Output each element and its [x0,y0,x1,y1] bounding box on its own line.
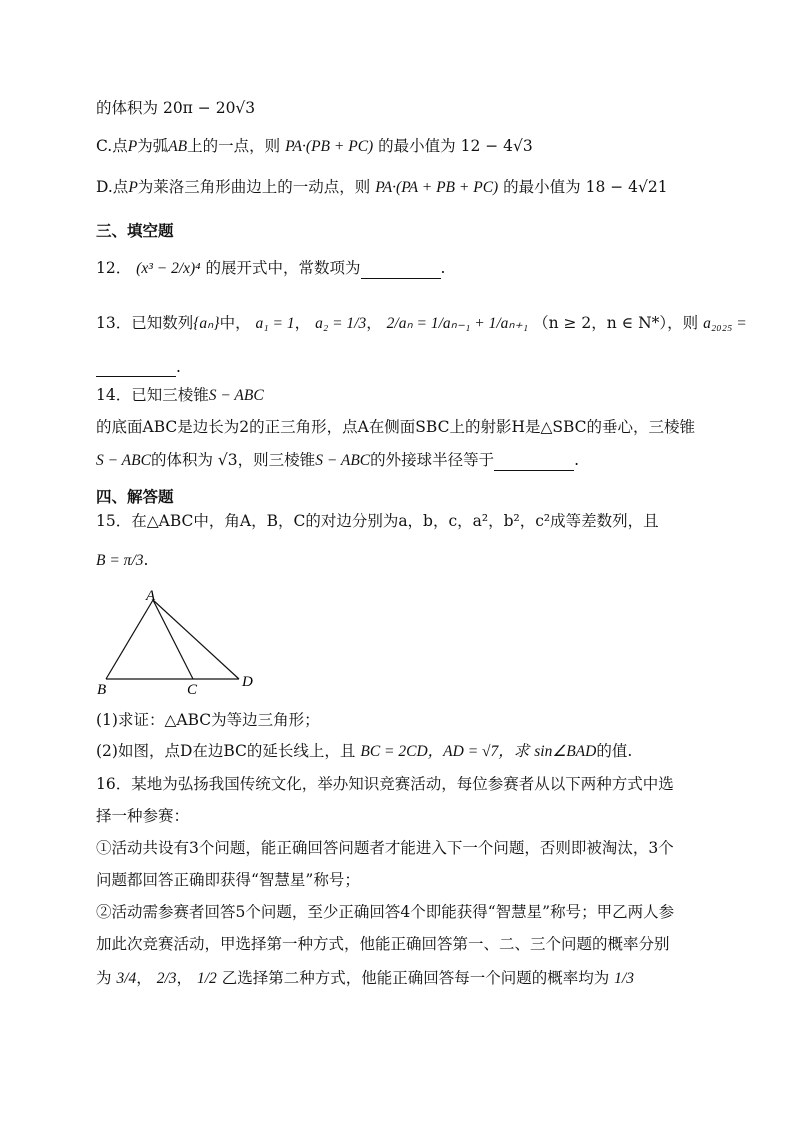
question-text3: 的外接球半径等于 [370,451,495,469]
triangle-figure [96,588,266,700]
question-text: 的体积为 [150,451,213,469]
period: . [574,451,580,469]
question-text: (2)如图，点D在边BC的延长线上，且 [96,742,356,760]
question-ask: ，则 [667,314,699,332]
question-16-line6: 加此次竞赛活动，甲选择第一种方式，他能正确回答第一、二、三个问题的概率分别 [96,935,670,953]
volume-text: 的体积为 [96,99,159,117]
initial-term-1: a₁ = 1 [255,315,295,332]
question-15-part1: (1)求证：△ABC为等边三角形； [96,711,320,729]
given-conditions: BC = 2CD，AD = √7，求 [360,743,530,760]
option-c [96,136,533,157]
point-p: P [127,138,138,155]
period: . [176,358,181,376]
segment-ab [106,600,153,679]
question-text: 的展开式中，常数项为 [205,259,361,277]
answer-blank[interactable] [494,454,574,471]
question-13: 13．已知数列{aₙ}中， a₁ = 1， a₂ = 1/3， 2/aₙ = 1/aₙ₋₁ + 1/aₙ₊₁ （n ≥ 2，n ∈ N*），则 a₂₀₂₅ = [96,314,747,332]
recurrence-relation: 2/aₙ = 1/aₙ₋₁ + 1/aₙ₊₁ [386,315,529,332]
question-16-line4: 问题都回答正确即获得“智慧星”称号； [96,871,360,889]
period: . [440,259,446,277]
question-16-line1: 16．某地为弘扬我国传统文化，举办知识竞赛活动，每位参赛者从以下两种方式中选 [96,775,674,793]
question-14-line2: 的底面ABC是边长为2的正三角形，点A在侧面SBC上的射影H是△SBC的垂心，三棱锥 [96,418,696,436]
binomial-expression: (x³ − 2/x)⁴ [136,260,201,277]
probability-3: 1/2 [196,970,217,987]
section-title-fill-in: 三、填空题 [96,222,174,240]
question-text: 13．已知数列 [96,314,194,332]
angle-condition: B = π/3 [96,552,144,569]
option-d-text2: 的最小值为 [503,178,581,196]
period: . [143,551,149,569]
question-number: 12． [96,259,132,277]
question-text: 为 [96,969,112,987]
vector-expression-c: PA·(PB + PC) [285,138,374,155]
probability-4: 1/3 [614,970,634,987]
probability-2: 2/3 [156,970,177,987]
label-b: B [97,682,107,698]
question-text2: 的值. [596,742,633,760]
option-d-value: 18 − 4√21 [585,178,668,196]
arc-ab: AB [168,138,188,155]
point-p: P [128,179,138,196]
question-16-line5: ②活动需参赛者回答5个问题，至少正确回答4个即能获得“智慧星”称号；甲乙两人参 [96,903,675,921]
question-16-line7: 为 3/4， 2/3， 1/2 乙选择第二种方式，他能正确回答每一个问题的概率均为 1/3 [96,969,634,987]
segment-ac [153,600,193,679]
question-15-cond [96,550,148,571]
answer-blank[interactable] [361,262,441,279]
question-text2: 乙选择第二种方式，他能正确回答每一个问题的概率均为 [221,969,610,987]
tetrahedron-name: S − ABC [315,452,371,469]
label-d: D [242,674,253,690]
section-title-solutions: 四、解答题 [96,488,174,506]
question-12 [96,258,445,279]
initial-term-2: a₂ = 1/3 [315,315,367,332]
option-c-text3: 的最小值为 [378,137,456,155]
segment-ad [153,600,239,679]
sequence-name: {aₙ} [193,315,220,332]
option-c-label: C.点 [96,137,128,155]
question-15-line1: 15．在△ABC中，角A，B，C的对边分别为a，b，c，a²，b²，c²成等差数列，且 [96,512,659,530]
target-term: a₂₀₂₅ = [703,315,747,332]
volume-value: 20π − 20√3 [162,99,256,117]
probability-1: 3/4 [116,970,137,987]
question-14-line1 [96,385,264,406]
volume-value: √3 [217,451,238,469]
option-d [96,177,668,198]
question-15-part2 [96,741,632,762]
condition: （n ≥ 2，n ∈ N*） [533,314,668,332]
question-16-line3: ①活动共设有3个问题，能正确回答问题者才能进入下一个问题，否则即被淘汰，3个 [96,839,674,857]
volume-line [96,98,255,118]
answer-blank[interactable] [96,360,176,377]
label-a: A [146,588,156,604]
option-c-text2: 上的一点，则 [187,137,281,155]
label-c: C [187,682,198,698]
question-13-answer [96,357,181,377]
question-text2: 中， [219,314,251,332]
vector-expression-d: PA·(PA + PB + PC) [375,179,499,196]
question-14-line3 [96,450,579,471]
option-d-text: 为莱洛三角形曲边上的一动点，则 [137,178,371,196]
option-c-text: 为弧 [137,137,169,155]
question-16-line2: 择一种参赛： [96,807,190,825]
tetrahedron-name: S − ABC [96,452,151,469]
target-expression: sin∠BAD [534,743,597,760]
option-c-value: 12 − 4√3 [460,137,533,155]
question-text2: ，则三棱锥 [237,451,316,469]
tetrahedron-name: S − ABC [208,387,264,404]
question-text: 14．已知三棱锥 [96,386,209,404]
option-d-label: D.点 [96,178,129,196]
